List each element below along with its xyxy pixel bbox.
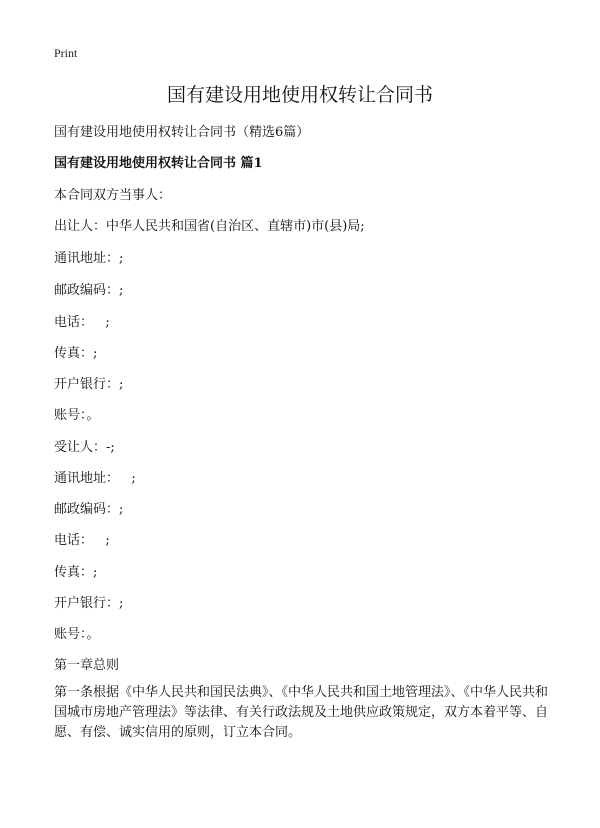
grantee-bank-line: 开户银行：; — [54, 596, 124, 611]
grantee-phone-line: 电话： ; — [54, 533, 110, 548]
print-link[interactable]: Print — [54, 46, 78, 60]
grantor-bank-line: 开户银行：; — [54, 377, 124, 392]
document-title: 国有建设用地使用权转让合同书 — [166, 84, 433, 106]
grantor-fax-line: 传真：; — [54, 346, 98, 361]
article-one-paragraph: 第一条根据《中华人民共和国民法典》、《中华人民共和国土地管理法》、《中华人民共和国城市房地产管理法》等法律、有关行政法规及土地供应政策规定，双方本着平等、自愿、有偿、诚实信用的原则，订立本合同。 — [54, 685, 549, 740]
grantee-line: 受让人：-; — [54, 440, 115, 455]
document-subtitle: 国有建设用地使用权转让合同书（精选6篇） — [54, 125, 310, 140]
chapter-heading: 第一章总则 — [54, 658, 120, 673]
grantee-postcode-line: 邮政编码：; — [54, 502, 124, 517]
grantor-postcode-line: 邮政编码：; — [54, 283, 124, 298]
section-heading: 国有建设用地使用权转让合同书 篇1 — [54, 156, 263, 171]
grantor-address-line: 通讯地址：; — [54, 251, 124, 266]
grantee-fax-line: 传真：; — [54, 565, 98, 580]
grantor-line: 出让人：中华人民共和国省(自治区、直辖市)市(县)局; — [54, 219, 365, 234]
grantor-account-line: 账号：。 — [54, 408, 100, 423]
grantor-phone-line: 电话： ; — [54, 315, 110, 330]
grantee-account-line: 账号：。 — [54, 627, 100, 642]
grantee-address-line: 通讯地址： ; — [54, 471, 136, 486]
parties-intro-line: 本合同双方当事人： — [54, 188, 172, 203]
